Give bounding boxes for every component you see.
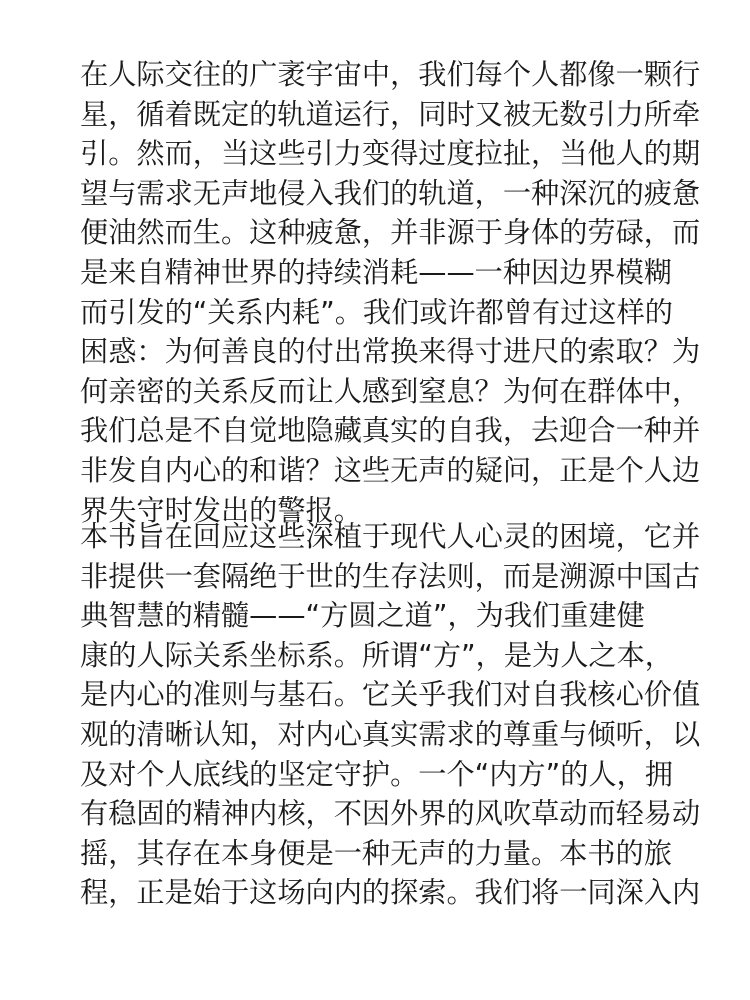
text-line: 程，正是始于这场向内的探索。我们将一同深入内 [80,876,701,910]
text-line: 非发自内心的和谐？这些无声的疑问，正是个人边 [80,453,701,487]
paragraph-2 [80,517,701,913]
text-line: 非提供一套隔绝于世的生存法则，而是溯源中国古 [80,559,701,593]
text-line: 摇，其存在本身便是一种无声的力量。本书的旅 [80,836,672,870]
text-line: 在人际交往的广袤宇宙中，我们每个人都像一颗行 [80,58,701,91]
text-line: 引。然而，当这些引力变得过度拉扯，当他人的期 [80,137,701,171]
text-line: 便油然而生。这种疲惫，并非源于身体的劳碌，而 [80,216,701,250]
text-line: 有稳固的精神内核，不因外界的风吹草动而轻易动 [80,797,701,831]
text-line: 本书旨在回应这些深植于现代人心灵的困境，它并 [80,520,701,553]
text-line: 康的人际关系坐标系。所谓“方”，是为人之本， [80,638,673,672]
text-line: 及对个人底线的坚定守护。一个“内方”的人，拥 [80,757,673,791]
text-line: 而引发的“关系内耗”。我们或许都曾有过这样的 [80,295,673,329]
paragraph-1 [80,55,701,530]
text-line: 星，循着既定的轨道运行，同时又被无数引力所牵 [80,97,701,131]
text-line: 界失守时发出的警报。 [80,493,362,527]
text-line: 典智慧的精髓——“方圆之道”，为我们重建健 [80,599,645,633]
text-line: 何亲密的关系反而让人感到窒息？为何在群体中， [80,374,701,408]
text-line: 我们总是不自觉地隐藏真实的自我，去迎合一种并 [80,414,701,448]
text-line: 困惑：为何善良的付出常换来得寸进尺的索取？为 [80,335,701,369]
text-line: 是来自精神世界的持续消耗——一种因边界模糊 [80,255,672,289]
text-line: 观的清晰认知，对内心真实需求的尊重与倾听，以 [80,717,701,751]
text-line: 是内心的准则与基石。它关乎我们对自我核心价值 [80,678,701,712]
text-line: 望与需求无声地侵入我们的轨道，一种深沉的疲惫 [80,176,701,210]
